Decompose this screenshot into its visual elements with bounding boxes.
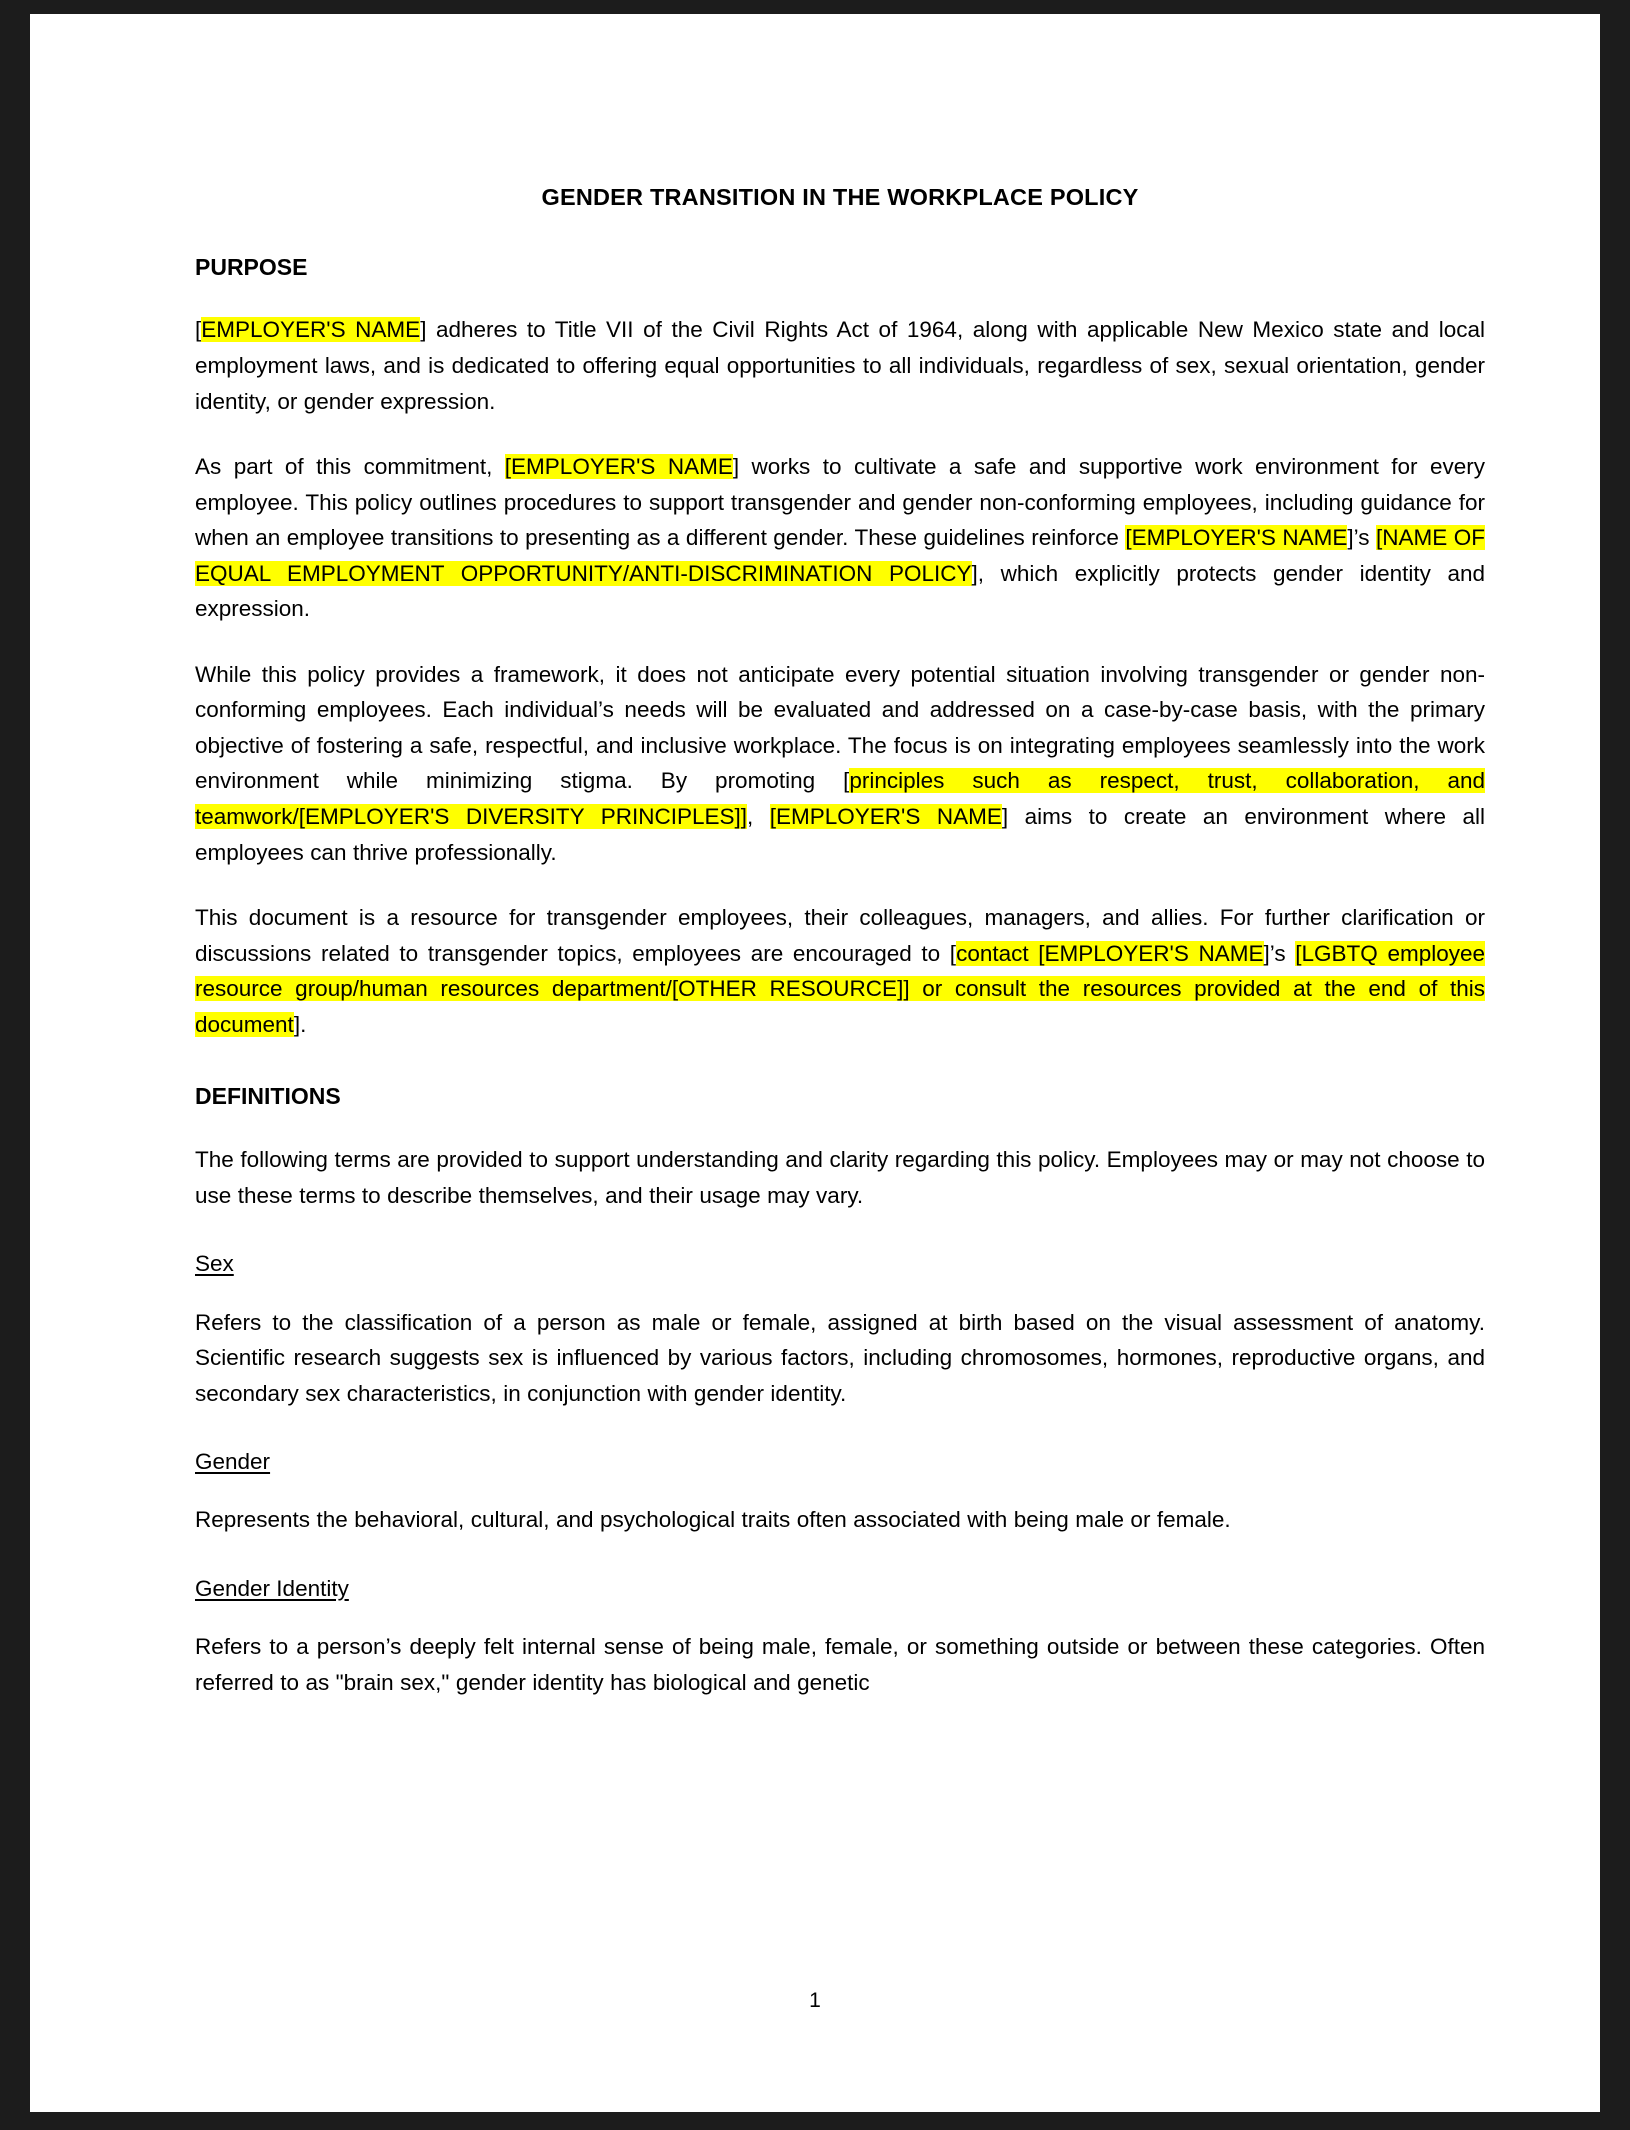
purpose-p4-text-2: ]’s — [1263, 940, 1296, 966]
purpose-p1-text: ] adheres to Title VII of the Civil Rights Act of 1964, along with applicable New Mexico state and local employment laws, and is dedicated to offering equal opportunities to all individuals, regardless of sex, sexual orientation, gender identity, or gender expression. — [195, 317, 1486, 414]
placeholder-employer-name: [EMPLOYER'S NAME — [504, 454, 733, 480]
placeholder-contact-employer: contact [EMPLOYER'S NAME — [956, 940, 1264, 966]
purpose-paragraph-4 — [195, 900, 1485, 1042]
placeholder-eeo-policy-name: [NAME OF EQUAL EMPLOYMENT OPPORTUNITY/ANTI-DISCRIMINATION POLICY — [195, 525, 1486, 586]
definition-term-gender — [195, 1447, 1485, 1476]
definition-term-label: Gender — [195, 1449, 271, 1475]
purpose-p3-text-3: ] aims to create an environment where all employees can thrive professionally. — [195, 804, 1485, 865]
definitions-intro: The following terms are provided to support understanding and clarity regarding this policy. Employees may or may not choose to use these terms to describe themselves, and their usage may vary. — [195, 1147, 1485, 1208]
bracket-open: [ — [195, 317, 202, 343]
placeholder-employer-name: [EMPLOYER'S NAME — [769, 804, 1002, 829]
purpose-paragraph-3 — [195, 657, 1485, 870]
page-number: 1 — [809, 1989, 821, 2012]
section-heading-purpose: PURPOSE — [195, 253, 308, 280]
purpose-paragraph-2 — [195, 449, 1485, 627]
document-content — [195, 14, 1485, 1700]
placeholder-diversity-principles: principles such as respect, trust, collaboration, and teamwork/[EMPLOYER'S DIVERSITY PRINCIPLES]] — [195, 768, 1485, 829]
placeholder-employer-name: [EMPLOYER'S NAME — [1125, 525, 1348, 551]
purpose-p3-text-1: While this policy provides a framework, it does not anticipate every potential situation involving transgender or gender non-conforming employees. Each individual’s needs will be evaluated and addressed on a case-by-case basis, with the primary objective of fostering a safe, respectful, and inclusive workplace. The focus is on integrating employees seamlessly into the work environment while minimizing stigma. By promoting [ — [195, 661, 1485, 794]
page-title: GENDER TRANSITION IN THE WORKPLACE POLICY — [541, 184, 1139, 210]
purpose-p2-text-2: ] works to cultivate a safe and supportive work environment for every employee. This policy outlines procedures to support transgender and gender non-conforming employees, including guidance for when an employee transitions to presenting as a different gender. These guidelines reinforce — [195, 454, 1485, 551]
definition-term-gender-identity — [195, 1574, 1485, 1603]
purpose-p2-text-3: ]’s — [1347, 525, 1377, 551]
definition-term-sex — [195, 1249, 1485, 1278]
purpose-p2-text-1: As part of this commitment, — [195, 454, 505, 480]
placeholder-employer-name: EMPLOYER'S NAME — [201, 317, 421, 343]
definition-body-gender-identity: Refers to a person’s deeply felt internal sense of being male, female, or something outside or between these categories. Often referred to as "brain sex," gender identity has biological and genetic — [195, 1634, 1485, 1695]
definition-body-gender: Represents the behavioral, cultural, and psychological traits often associated with being male or female. — [195, 1507, 1231, 1533]
purpose-p4-text-1: This document is a resource for transgender employees, their colleagues, managers, and allies. For further clarification or discussions related to transgender topics, employees are encouraged to [ — [195, 905, 1485, 966]
purpose-p4-text-3: ]. — [293, 1011, 307, 1037]
purpose-p3-text-2: , — [747, 804, 770, 829]
purpose-paragraph-1 — [195, 312, 1485, 419]
definition-term-label: Gender Identity — [195, 1575, 349, 1601]
placeholder-other-resource: [LGBTQ employee resource group/human resources department/[OTHER RESOURCE]] or consult the resources provided at the end of this document — [195, 940, 1485, 1037]
definition-term-label: Sex — [195, 1251, 234, 1277]
document-page — [30, 14, 1600, 2112]
section-heading-definitions: DEFINITIONS — [195, 1083, 341, 1110]
definition-body-sex: Refers to the classification of a person as male or female, assigned at birth based on the visual assessment of anatomy. Scientific research suggests sex is influenced by various factors, including chromosomes, hormones, reproductive organs, and secondary sex characteristics, in conjunction with gender identity. — [195, 1309, 1485, 1406]
purpose-p2-text-4: ], which explicitly protects gender identity and expression. — [195, 560, 1486, 622]
